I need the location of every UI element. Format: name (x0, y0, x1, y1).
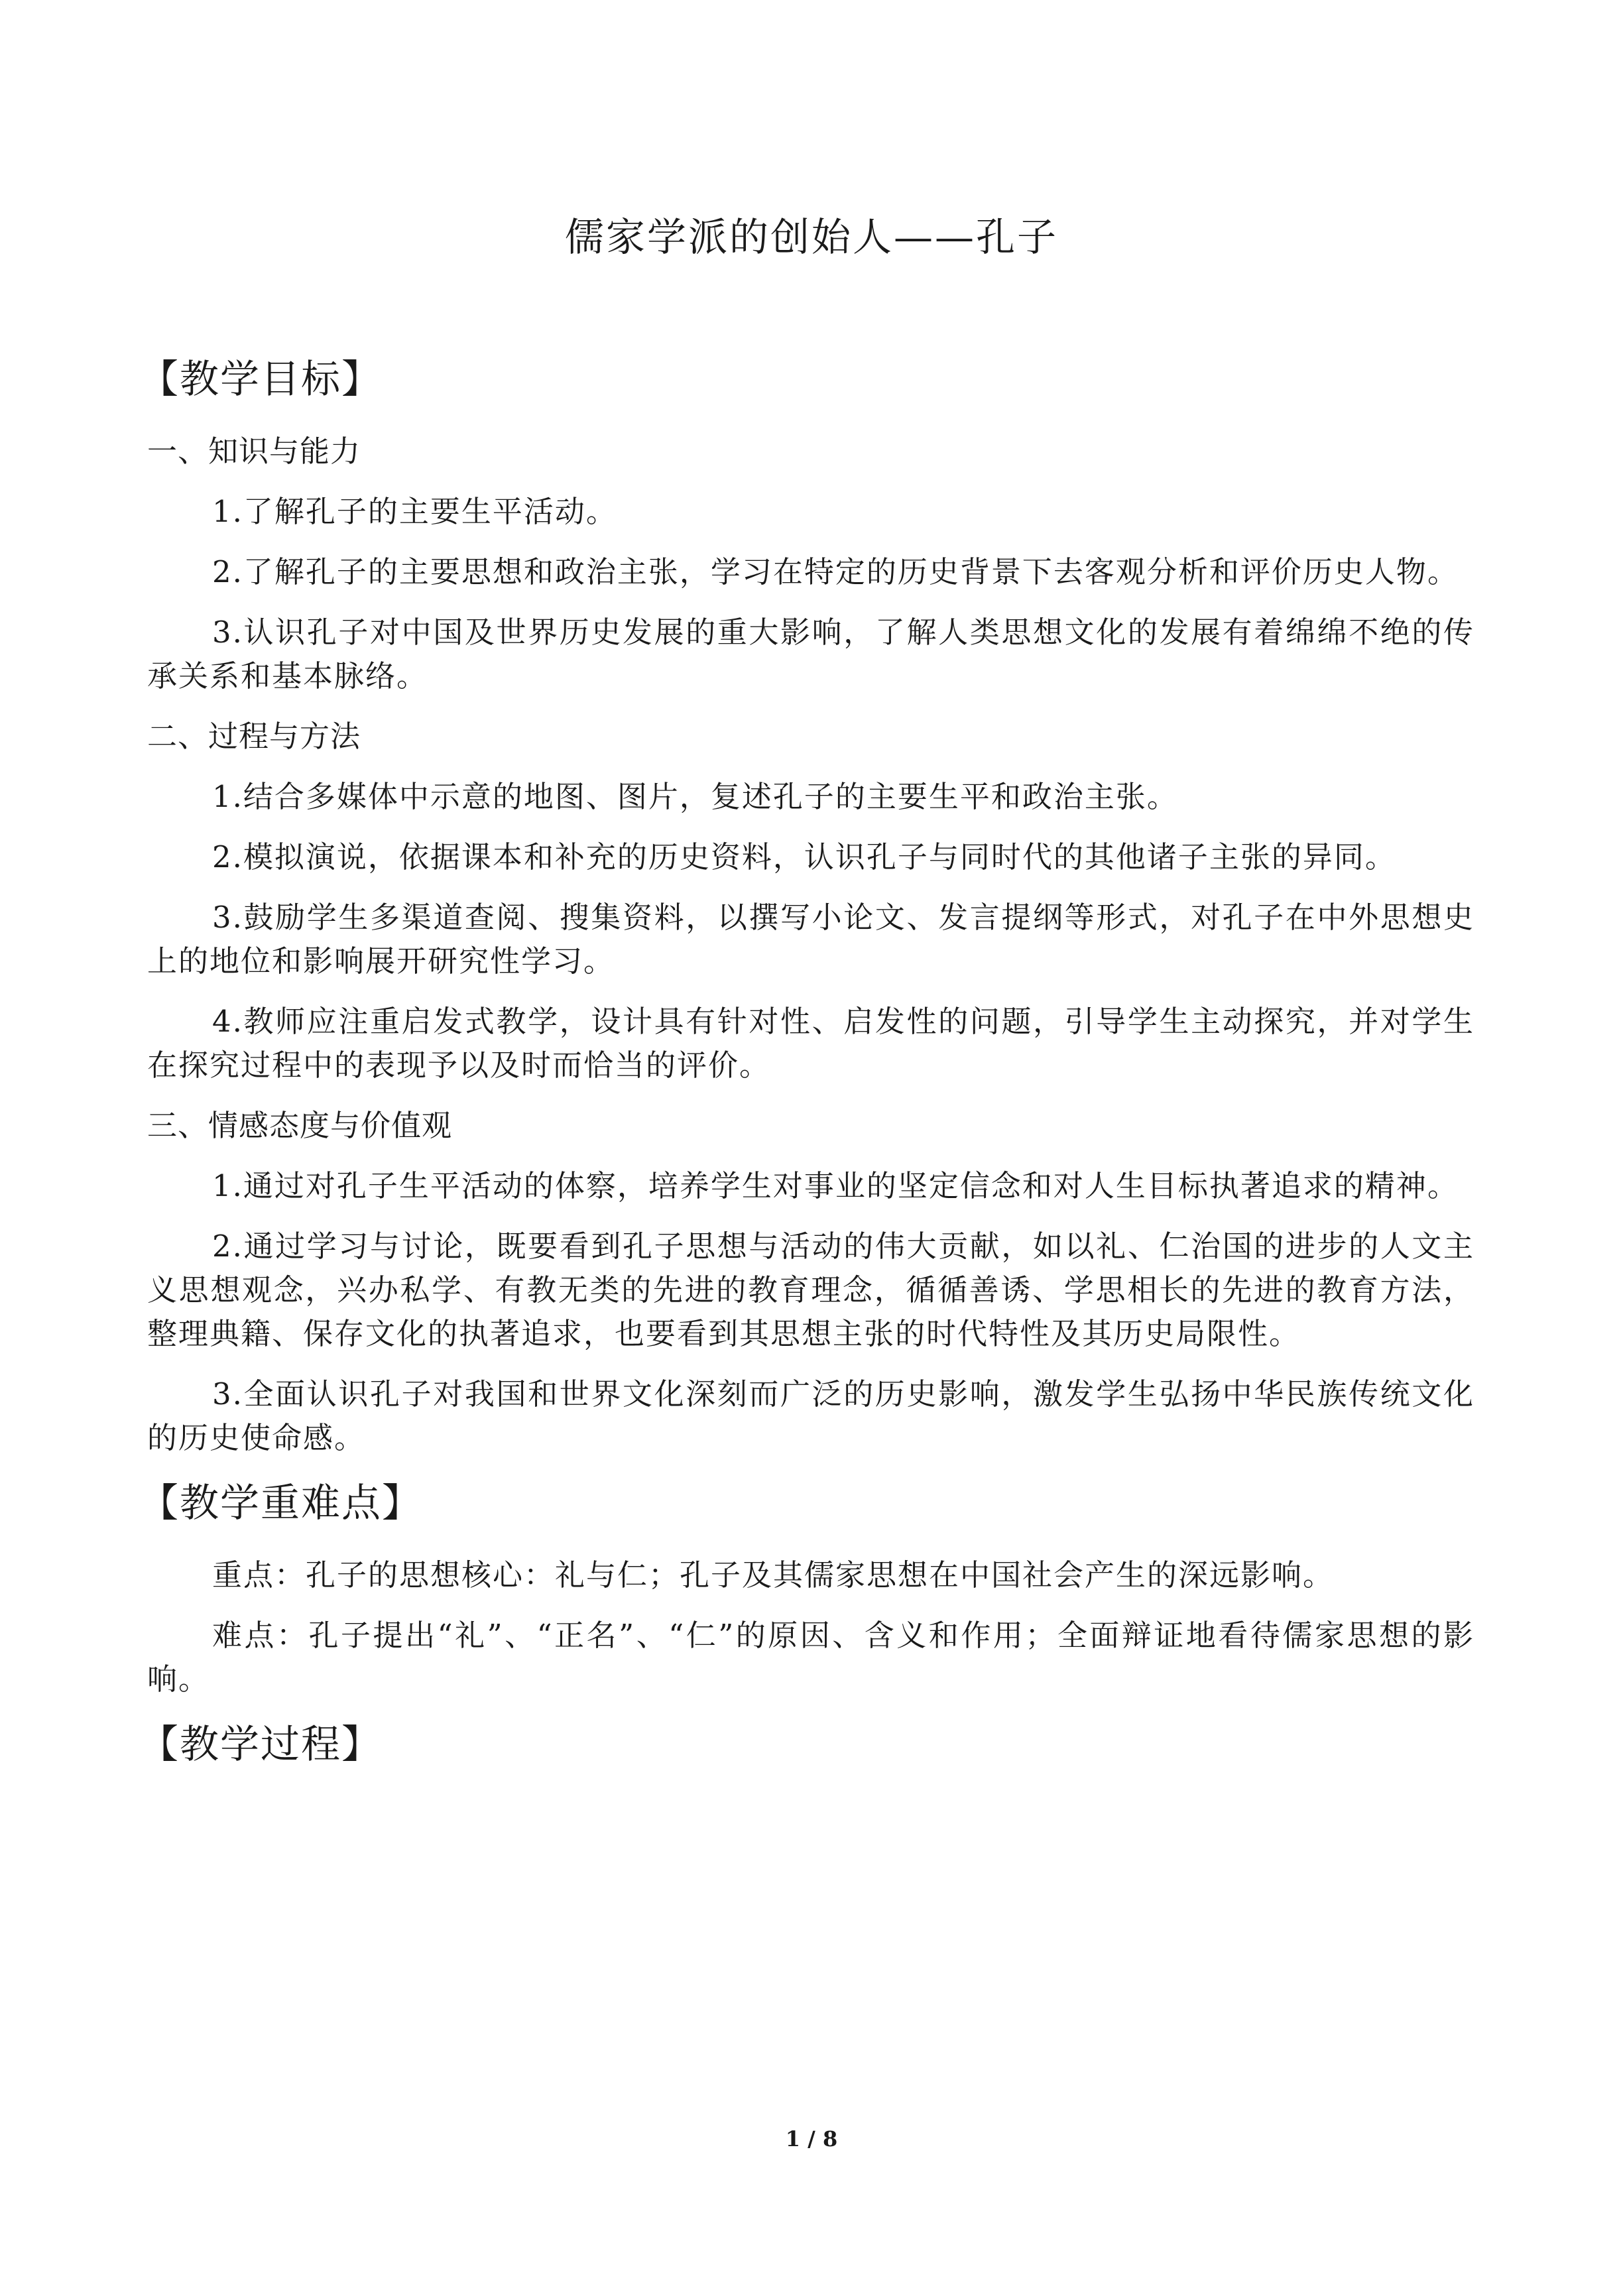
values-item-1: 1.通过对孔子生平活动的体察，培养学生对事业的坚定信念和对人生目标执著追求的精神。 (212, 1168, 1459, 1203)
objectives-heading: 【教学目标】 (139, 356, 383, 402)
values-item-3: 3.全面认识孔子对我国和世界文化深刻而广泛的历史影响，激发学生弘扬中华民族传统文化的历史使命感。 (147, 1376, 1474, 1455)
process-method-heading: 二、过程与方法 (147, 719, 361, 754)
key-point-difficulty: 难点：孔子提出“礼”、“正名”、“仁”的原因、含义和作用；全面辩证地看待儒家思想的影响。 (147, 1618, 1474, 1697)
page-title: 儒家学派的创始人——孔子 (564, 214, 1058, 260)
process-item-3: 3.鼓励学生多渠道查阅、搜集资料，以撰写小论文、发言提纲等形式，对孔子在中外思想史上的地位和影响展开研究性学习。 (147, 900, 1474, 979)
knowledge-item-2: 2.了解孔子的主要思想和政治主张，学习在特定的历史背景下去客观分析和评价历史人物。 (212, 554, 1459, 589)
key-points-heading: 【教学重难点】 (139, 1480, 423, 1526)
teaching-process-heading: 【教学过程】 (139, 1721, 383, 1767)
knowledge-item-1: 1.了解孔子的主要生平活动。 (212, 494, 617, 529)
document-body (139, 353, 1474, 1795)
values-item-2: 2.通过学习与讨论，既要看到孔子思想与活动的伟大贡献，如以礼、仁治国的进步的人文主义思想观念，兴办私学、有教无类的先进的教育理念，循循善诱、学思相长的先进的教育方法，整理典籍、保存文化的执著追求，也要看到其思想主张的时代特性及其历史局限性。 (147, 1229, 1474, 1351)
page-number: 1 / 8 (785, 2126, 838, 2151)
process-item-4: 4.教师应注重启发式教学，设计具有针对性、启发性的问题，引导学生主动探究，并对学生在探究过程中的表现予以及时而恰当的评价。 (147, 1004, 1474, 1083)
process-item-2: 2.模拟演说，依据课本和补充的历史资料，认识孔子与同时代的其他诸子主张的异同。 (212, 839, 1396, 875)
values-heading: 三、情感态度与价值观 (147, 1108, 453, 1143)
key-point-focus: 重点：孔子的思想核心：礼与仁；孔子及其儒家思想在中国社会产生的深远影响。 (212, 1557, 1335, 1593)
knowledge-item-3: 3.认识孔子对中国及世界历史发展的重大影响，了解人类思想文化的发展有着绵绵不绝的传承关系和基本脉络。 (147, 615, 1474, 694)
process-item-1: 1.结合多媒体中示意的地图、图片，复述孔子的主要生平和政治主张。 (212, 779, 1178, 814)
knowledge-heading: 一、知识与能力 (147, 434, 361, 469)
